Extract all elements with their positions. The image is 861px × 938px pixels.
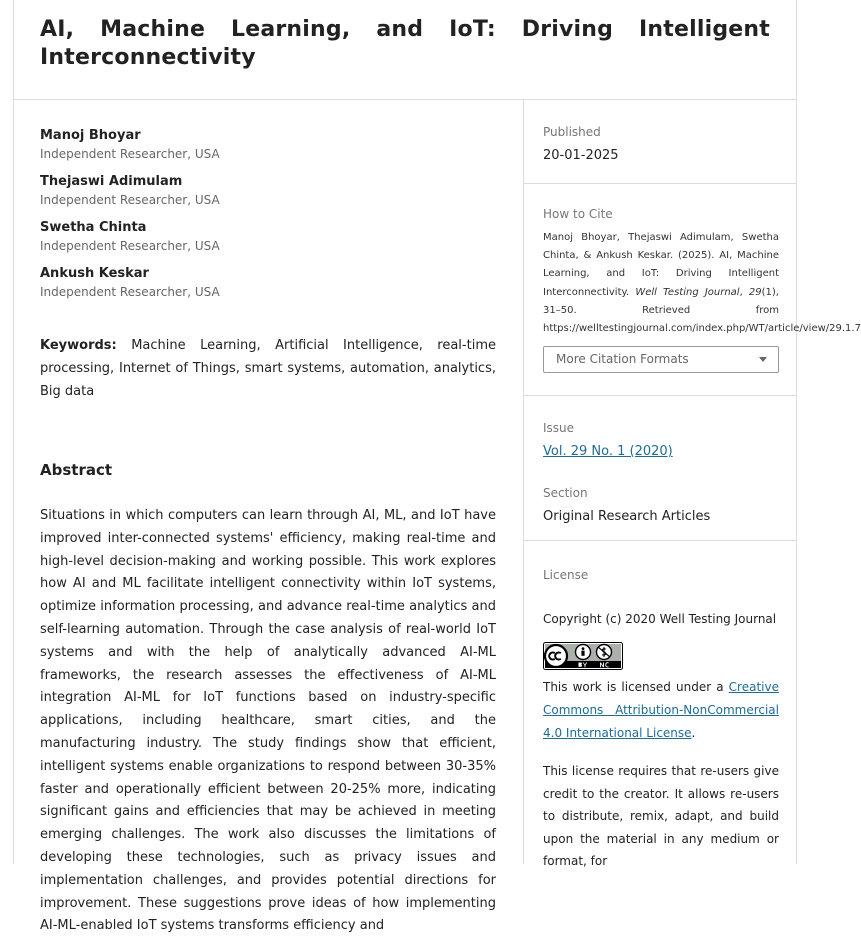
citation-volume: 29 [748, 286, 762, 298]
chevron-down-icon [759, 357, 767, 362]
author-item [40, 265, 496, 301]
how-to-cite-block [524, 184, 861, 396]
license-statement [543, 676, 779, 745]
author-item [40, 127, 496, 163]
abstract-heading: Abstract [40, 461, 113, 479]
author-affiliation: Independent Researcher, USA [40, 193, 220, 207]
author-list [40, 127, 496, 301]
author-affiliation: Independent Researcher, USA [40, 239, 220, 253]
keywords [40, 334, 496, 403]
published-date: 20-01-2025 [543, 148, 619, 163]
section-value: Original Research Articles [543, 509, 711, 524]
license-end: . [691, 726, 696, 740]
author-name: Swetha Chinta [40, 220, 147, 235]
issue-link[interactable]: Vol. 29 No. 1 (2020) [543, 444, 673, 459]
license-label: License [543, 568, 589, 582]
article-title: AI, Machine Learning, and IoT: Driving Intelligent Interconnectivity [40, 17, 770, 70]
citation-formats-label: More Citation Formats [556, 352, 689, 367]
author-name: Manoj Bhoyar [40, 128, 141, 143]
main-content [40, 100, 496, 938]
abstract-text: Situations in which computers can learn through AI, ML, and IoT have improved inter-connected systems' efficiency, making real-time and high-level decision-making and working possible. This work explores how AI and ML facilitate intelligent connectivity within IoT systems, optimize information processing, and advance real-time analytics and self-learning automation. Through the case analysis of real-world IoT systems and with the help of analytically advanced AI-ML frameworks, the research assesses the effectiveness of AI-ML integration AI-ML for IoT functions based on industry-specific applications, including healthcare, smart cities, and the manufacturing industry. The study findings show that efficient, intelligent systems enable organizations to respond between 30-35% faster and operationally efficient between 20-25% more, indicating significant gains and efficiencies that may be achieved in meeting emerging challenges. The work also discusses the limitations of developing these technologies, such as privacy issues and implementation challenges, and provides potential directions for improvement. These suggestions prove ideas of how implementing AI-ML-enabled IoT systems transforms efficiency and [40, 508, 496, 934]
author-affiliation: Independent Researcher, USA [40, 285, 220, 299]
keywords-value: Machine Learning, Artificial Intelligence, real-time processing, Internet of Things, smart systems, automation, analytics, Big data [40, 338, 496, 399]
citation-separator: , [739, 286, 743, 298]
cc-by-nc-icon[interactable] [543, 642, 623, 670]
author-affiliation: Independent Researcher, USA [40, 147, 220, 161]
license-detail: This license requires that re-users give credit to the creator. It allows re-users to distribute, remix, adapt, and build upon the material in any medium or format, for [543, 764, 779, 868]
citation-rest: (1), 31–50. Retrieved from https://welltestingjournal.com/index.php/WT/article/view/29.1.7 [543, 286, 861, 335]
citation-journal: Well Testing Journal [635, 286, 740, 298]
copyright-text: Copyright (c) 2020 Well Testing Journal [543, 612, 777, 626]
license-link[interactable]: Creative Commons Attribution-NonCommercial 4.0 International License [543, 680, 779, 740]
sidebar [523, 100, 861, 868]
license-block [524, 541, 797, 873]
author-item [40, 219, 496, 255]
published-label: Published [543, 125, 601, 139]
published-block [524, 100, 797, 184]
citation-authors: Manoj Bhoyar, Thejaswi Adimulam, Swetha Chinta, & Ankush Keskar. (2025). AI, Machine Learning, and IoT: Driving Intelligent Interconnectivity. [543, 232, 779, 298]
issue-block [524, 396, 797, 541]
citation-formats-dropdown[interactable] [543, 346, 779, 373]
author-item [40, 173, 496, 209]
title-bar [14, 0, 797, 100]
section-label: Section [543, 486, 588, 500]
citation-text [543, 229, 861, 338]
article-page [13, 0, 861, 934]
issue-label: Issue [543, 421, 575, 435]
keywords-label: Keywords: [40, 338, 117, 353]
license-intro: This work is licensed under a [543, 680, 724, 694]
cite-label: How to Cite [543, 207, 613, 221]
author-name: Thejaswi Adimulam [40, 174, 183, 189]
author-name: Ankush Keskar [40, 266, 149, 281]
